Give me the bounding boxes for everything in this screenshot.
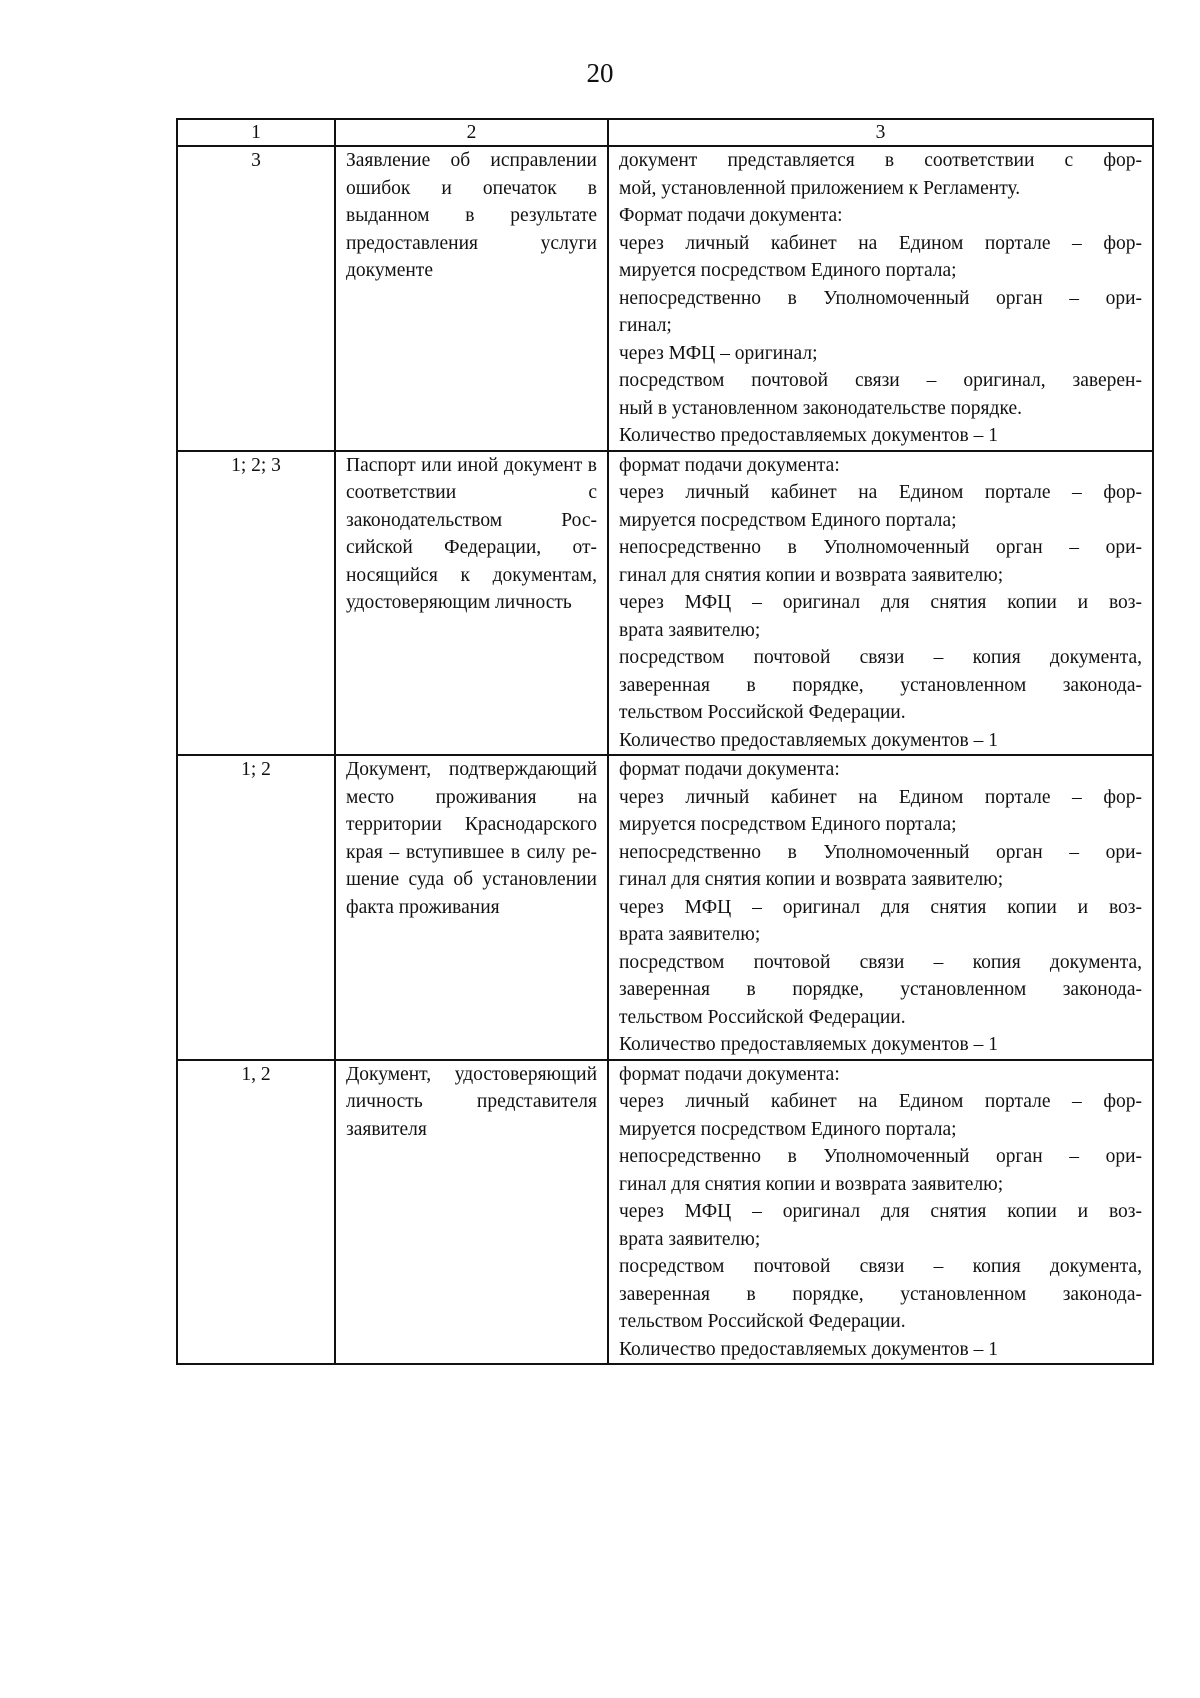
description-line: мируется посредством Единого портала; xyxy=(619,1118,957,1140)
description-line: гинал для снятия копии и возврата заявителю; xyxy=(619,1173,1004,1195)
description-line: мируется посредством Единого портала; xyxy=(619,509,957,531)
description-line: через личный кабинет на Едином портале – фор- xyxy=(619,786,1142,808)
page-number: 20 xyxy=(586,58,614,88)
description-line: формат подачи документа: xyxy=(619,454,840,476)
document-description-cell xyxy=(608,451,1153,756)
document-name-cell: Документ, подтверждающий место проживания на территории Краснодарского края – вступившее в силу решение суда об установлении факта проживания xyxy=(335,755,608,1060)
description-line: через личный кабинет на Едином портале – фор- xyxy=(619,232,1142,254)
description-line: мой, установленной приложением к Регламенту. xyxy=(619,177,1021,199)
description-line: Количество предоставляемых документов – 1 xyxy=(619,729,998,751)
description-line: заверенная в порядке, установленном законода- xyxy=(619,979,1142,1000)
column-header-2: 2 xyxy=(335,119,608,146)
document-description-cell xyxy=(608,755,1153,1060)
description-line: посредством почтовой связи – копия документа, xyxy=(619,951,1142,973)
document-name-cell: Заявление об исправлении ошибок и опечаток в выданном в результате предоставления услуги документе xyxy=(335,146,608,451)
description-line: гинал для снятия копии и возврата заявителю; xyxy=(619,869,1004,890)
description-line: тельством Российской Федерации. xyxy=(619,1311,906,1332)
document-description-cell xyxy=(608,1060,1153,1365)
row-number-cell: 1; 2 xyxy=(177,755,335,1060)
description-line: Количество предоставляемых документов – 1 xyxy=(619,1338,998,1360)
description-line: через личный кабинет на Едином портале – фор- xyxy=(619,1091,1142,1112)
row-number-cell: 1, 2 xyxy=(177,1060,335,1365)
description-line: через МФЦ – оригинал для снятия копии и воз- xyxy=(619,1201,1142,1222)
description-line: посредством почтовой связи – копия документа, xyxy=(619,647,1142,668)
description-line: заверенная в порядке, установленном законода- xyxy=(619,674,1142,696)
description-line: через личный кабинет на Едином портале – фор- xyxy=(619,482,1142,503)
table-header-row xyxy=(177,119,1153,146)
description-line: документ представляется в соответствии с фор- xyxy=(619,150,1142,171)
table-row xyxy=(177,146,1153,451)
description-line: через МФЦ – оригинал для снятия копии и воз- xyxy=(619,896,1142,918)
description-line: заверенная в порядке, установленном законода- xyxy=(619,1283,1142,1305)
description-line: через МФЦ – оригинал; xyxy=(619,342,818,364)
document-name-cell: Паспорт или иной документ в соответствии с законодательством Российской Федерации, относящийся к документам, удостоверяющим личность xyxy=(335,451,608,756)
description-line: посредством почтовой связи – оригинал, заверен- xyxy=(619,370,1142,391)
table-row xyxy=(177,451,1153,756)
description-line: непосредственно в Уполномоченный орган – ори- xyxy=(619,1146,1142,1167)
document-name-cell: Документ, удостоверяющий личность представителя заявителя xyxy=(335,1060,608,1365)
row-number-cell: 1; 2; 3 xyxy=(177,451,335,756)
description-line: непосредственно в Уполномоченный орган – ори- xyxy=(619,841,1142,863)
description-line: мируется посредством Единого портала; xyxy=(619,260,957,281)
description-line: врата заявителю; xyxy=(619,924,761,945)
description-line: Формат подачи документа: xyxy=(619,205,843,226)
document-description-cell xyxy=(608,146,1153,451)
column-header-1: 1 xyxy=(177,119,335,146)
description-line: мируется посредством Единого портала; xyxy=(619,814,957,835)
description-line: врата заявителю; xyxy=(619,1228,761,1250)
column-header-3: 3 xyxy=(608,119,1153,146)
description-line: формат подачи документа: xyxy=(619,1063,840,1085)
description-line: гинал; xyxy=(619,315,672,336)
table-row xyxy=(177,1060,1153,1365)
description-line: через МФЦ – оригинал для снятия копии и воз- xyxy=(619,592,1142,613)
description-line: формат подачи документа: xyxy=(619,759,840,780)
description-line: Количество предоставляемых документов – 1 xyxy=(619,425,998,446)
description-line: непосредственно в Уполномоченный орган – ори- xyxy=(619,537,1142,558)
description-line: посредством почтовой связи – копия документа, xyxy=(619,1256,1142,1277)
description-line: Количество предоставляемых документов – 1 xyxy=(619,1034,998,1055)
table-row xyxy=(177,755,1153,1060)
description-line: тельством Российской Федерации. xyxy=(619,702,906,723)
description-line: ный в установленном законодательстве порядке. xyxy=(619,397,1022,419)
documents-table xyxy=(176,118,1154,1365)
description-line: тельством Российской Федерации. xyxy=(619,1006,906,1028)
table-body xyxy=(177,146,1153,1364)
description-line: врата заявителю; xyxy=(619,619,761,641)
description-line: гинал для снятия копии и возврата заявителю; xyxy=(619,564,1004,586)
description-line: непосредственно в Уполномоченный орган – ори- xyxy=(619,287,1142,309)
row-number-cell: 3 xyxy=(177,146,335,451)
